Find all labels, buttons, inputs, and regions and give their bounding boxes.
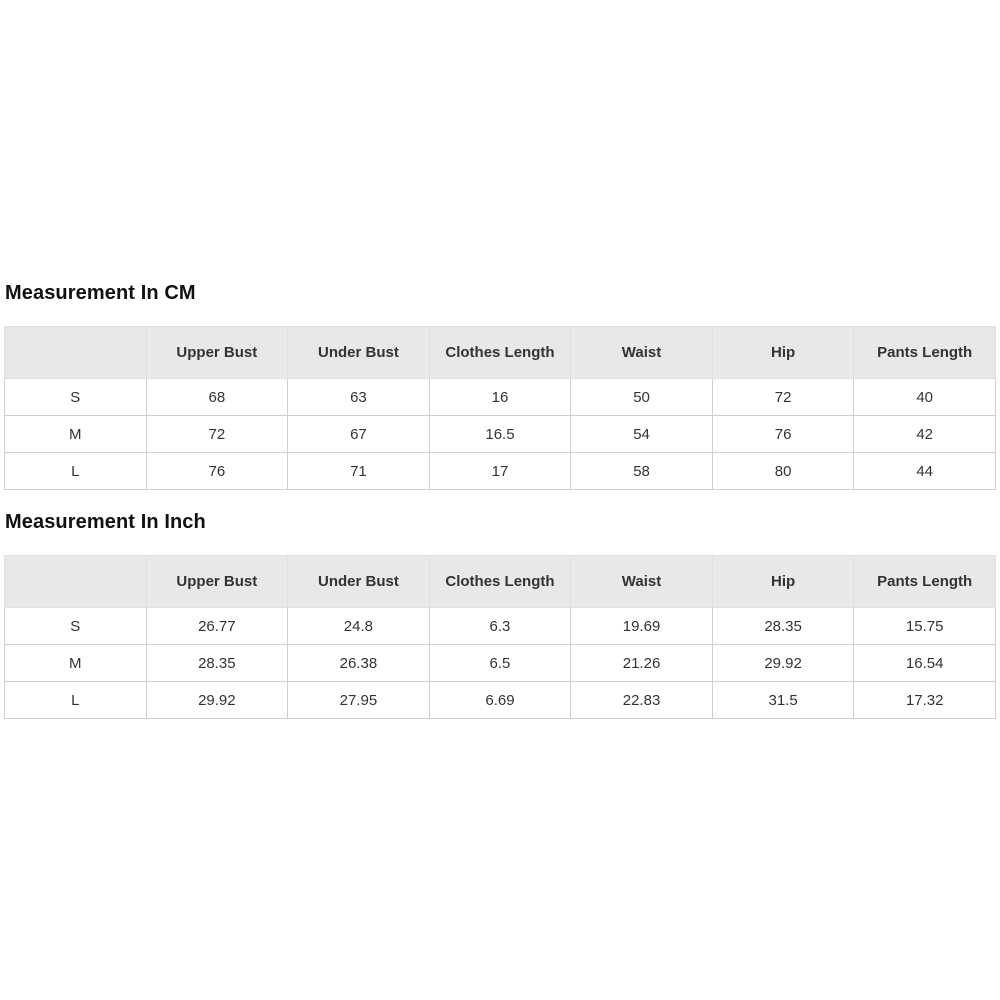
cell-waist: 21.26 [571,645,713,682]
cell-pants-length: 42 [854,416,996,453]
table-row [5,416,996,453]
cell-upper-bust: 72 [146,416,288,453]
header-clothes-length: Clothes Length [429,556,571,608]
cell-hip: 72 [712,379,854,416]
cell-hip: 28.35 [712,608,854,645]
cell-waist: 22.83 [571,682,713,719]
header-hip: Hip [712,327,854,379]
header-size [5,327,147,379]
header-under-bust: Under Bust [288,556,430,608]
cell-under-bust: 26.38 [288,645,430,682]
header-waist: Waist [571,556,713,608]
header-size [5,556,147,608]
inch-section-title: Measurement In Inch [5,511,206,533]
cell-hip: 29.92 [712,645,854,682]
table-header-row [5,327,996,379]
cell-pants-length: 16.54 [854,645,996,682]
cell-upper-bust: 26.77 [146,608,288,645]
cell-hip: 80 [712,453,854,490]
cell-waist: 54 [571,416,713,453]
cell-clothes-length: 6.69 [429,682,571,719]
header-upper-bust: Upper Bust [146,327,288,379]
cell-size: L [5,453,147,490]
cell-pants-length: 15.75 [854,608,996,645]
cell-waist: 50 [571,379,713,416]
cell-clothes-length: 16.5 [429,416,571,453]
cell-under-bust: 67 [288,416,430,453]
cell-under-bust: 63 [288,379,430,416]
table-row [5,453,996,490]
header-hip: Hip [712,556,854,608]
cell-upper-bust: 76 [146,453,288,490]
cell-waist: 58 [571,453,713,490]
cell-under-bust: 27.95 [288,682,430,719]
cell-upper-bust: 68 [146,379,288,416]
cm-section-title: Measurement In CM [5,282,196,304]
cell-upper-bust: 28.35 [146,645,288,682]
cell-hip: 76 [712,416,854,453]
cell-clothes-length: 17 [429,453,571,490]
cell-under-bust: 71 [288,453,430,490]
cell-hip: 31.5 [712,682,854,719]
cell-size: L [5,682,147,719]
cell-pants-length: 17.32 [854,682,996,719]
table-row [5,379,996,416]
header-clothes-length: Clothes Length [429,327,571,379]
header-waist: Waist [571,327,713,379]
cell-waist: 19.69 [571,608,713,645]
cell-under-bust: 24.8 [288,608,430,645]
cell-size: M [5,645,147,682]
header-pants-length: Pants Length [854,556,996,608]
table-row [5,645,996,682]
cell-pants-length: 40 [854,379,996,416]
table-header-row [5,556,996,608]
cell-clothes-length: 6.3 [429,608,571,645]
cell-size: M [5,416,147,453]
header-pants-length: Pants Length [854,327,996,379]
cell-size: S [5,608,147,645]
cell-size: S [5,379,147,416]
header-under-bust: Under Bust [288,327,430,379]
header-upper-bust: Upper Bust [146,556,288,608]
cell-clothes-length: 16 [429,379,571,416]
cell-upper-bust: 29.92 [146,682,288,719]
inch-size-table [4,555,996,719]
table-row [5,682,996,719]
table-row [5,608,996,645]
cm-size-table [4,326,996,490]
cell-clothes-length: 6.5 [429,645,571,682]
cell-pants-length: 44 [854,453,996,490]
